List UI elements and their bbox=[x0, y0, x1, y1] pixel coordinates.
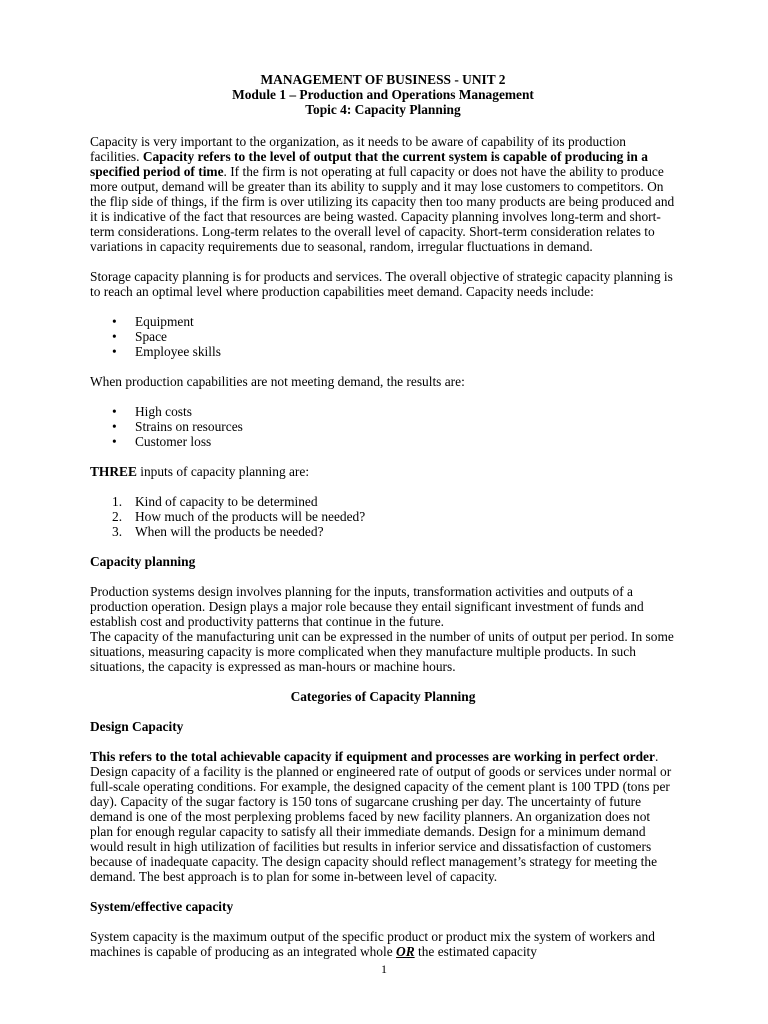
bullet-icon: • bbox=[112, 419, 117, 434]
intro-text-2: . If the firm is not operating at full capacity or does not have the ability to produce more output, demand will be greater than its ability to supply and it may lose customers to competitors. On the flip side of things, if the firm is over utilizing its capacity then too many products are being produced and it is indicative of the fact that resources are being wasted. Capacity planning involves long-term and short-term considerations. Long-term relates to the overall level of capacity. Short-term consideration relates to variations in capacity requirements due to seasonal, random, irregular fluctuations in demand. bbox=[90, 164, 675, 254]
bullet-icon: • bbox=[112, 314, 117, 329]
bullet-icon: • bbox=[112, 434, 117, 449]
inputs-emphasis: THREE bbox=[90, 464, 137, 479]
page-number: 1 bbox=[381, 962, 387, 976]
intro-paragraph bbox=[90, 134, 676, 254]
list-item: • Strains on resources bbox=[112, 419, 243, 434]
system-capacity-heading: System/effective capacity bbox=[90, 899, 234, 914]
capacity-planning-paragraph-1: Production systems design involves planning for the inputs, transformation activities and outputs of a production operation. Design plays a major role because they entail significant investment of funds and establish cost and productivity patterns that continue in the future. bbox=[90, 584, 644, 629]
document-header bbox=[90, 72, 676, 117]
capacity-needs-list bbox=[90, 314, 676, 359]
list-item: • Space bbox=[112, 329, 167, 344]
system-capacity-text-2: the estimated capacity bbox=[414, 944, 537, 959]
bullet-icon: • bbox=[112, 344, 117, 359]
inputs-paragraph bbox=[90, 464, 676, 479]
list-item: • High costs bbox=[112, 404, 192, 419]
list-item: 2. How much of the products will be needed? bbox=[112, 509, 366, 524]
bullet-icon: • bbox=[112, 329, 117, 344]
header-title: MANAGEMENT OF BUSINESS - UNIT 2 bbox=[260, 72, 506, 87]
document-content bbox=[90, 72, 676, 959]
header-topic: Topic 4: Capacity Planning bbox=[305, 102, 461, 117]
list-item: 1. Kind of capacity to be determined bbox=[112, 494, 318, 509]
list-item: • Employee skills bbox=[112, 344, 221, 359]
results-list bbox=[90, 404, 676, 449]
inputs-list bbox=[90, 494, 676, 539]
list-item: • Customer loss bbox=[112, 434, 212, 449]
not-meeting-paragraph: When production capabilities are not meeting demand, the results are: bbox=[90, 374, 465, 389]
bullet-icon: • bbox=[112, 404, 117, 419]
intro-definition: Capacity refers to the level of output that the current system is capable of producing in a specified period of time bbox=[90, 149, 648, 179]
system-capacity-or: OR bbox=[396, 944, 415, 959]
intro-text-1: Capacity is very important to the organization, as it needs to be aware of capability of its production facilities. bbox=[90, 134, 626, 164]
design-capacity-paragraph bbox=[90, 749, 676, 884]
system-capacity-text-1: System capacity is the maximum output of the specific product or product mix the system of workers and machines is capable of producing as an integrated whole bbox=[90, 929, 655, 959]
header-module: Module 1 – Production and Operations Management bbox=[232, 87, 534, 102]
design-capacity-definition: This refers to the total achievable capacity if equipment and processes are working in perfect order bbox=[90, 749, 655, 764]
design-capacity-heading: Design Capacity bbox=[90, 719, 184, 734]
storage-paragraph: Storage capacity planning is for products and services. The overall objective of strategic capacity planning is to reach an optimal level where production capabilities meet demand. Capacity needs include: bbox=[90, 269, 673, 299]
list-item: 3. When will the products be needed? bbox=[112, 524, 324, 539]
inputs-text: inputs of capacity planning are: bbox=[136, 464, 310, 479]
system-capacity-paragraph bbox=[90, 929, 676, 959]
design-capacity-text: . Design capacity of a facility is the planned or engineered rate of output of goods or services under normal or full-scale operating conditions. For example, the designed capacity of the cement plant is 100 TPD (tons per day). Capacity of the sugar factory is 150 tons of sugarcane crushing per day. The uncertainty of future demand is one of the most perplexing problems faced by new facility planners. An organization does not plan for enough regular capacity to satisfy all their immediate demands. Design for a minimum demand would result in high utilization of facilities but results in inferior service and dissatisfaction of customers because of inadequate capacity. The design capacity should reflect management’s strategy for meeting the demand. The best approach is to plan for some in-between level of capacity. bbox=[90, 749, 672, 884]
list-item: • Equipment bbox=[112, 314, 194, 329]
categories-heading: Categories of Capacity Planning bbox=[290, 689, 476, 704]
capacity-planning-paragraph-2: The capacity of the manufacturing unit can be expressed in the number of units of output per period. In some situations, measuring capacity is more complicated when they manufacture multiple products. In such situations, the capacity is expressed as man-hours or machine hours. bbox=[90, 629, 674, 674]
capacity-planning-heading: Capacity planning bbox=[90, 554, 196, 569]
